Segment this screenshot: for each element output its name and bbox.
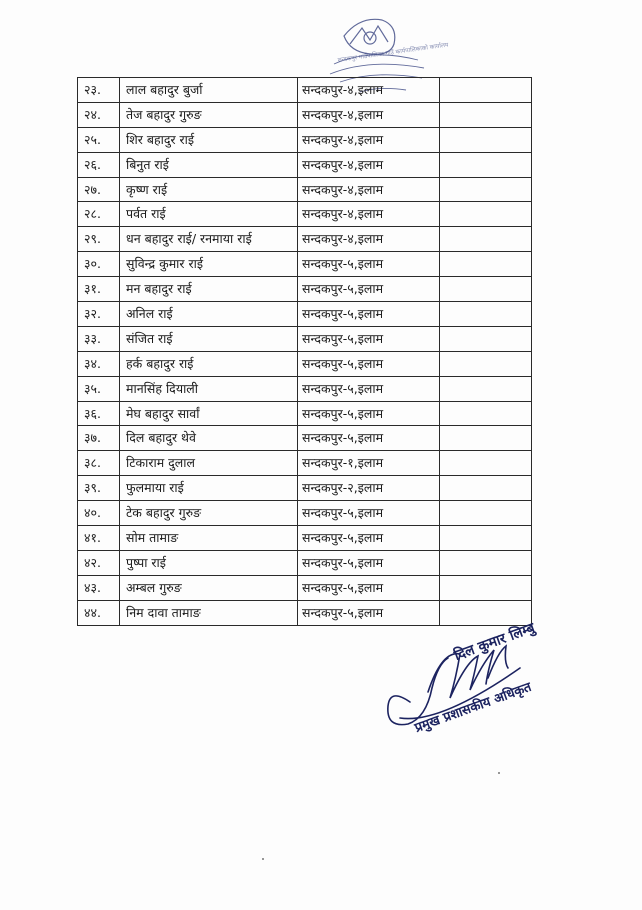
serial-number-cell: ३९. [78,476,120,501]
name-cell: मन बहादुर राई [120,277,298,302]
blank-cell [440,127,532,152]
address-cell: सन्दकपुर-४,इलाम [298,152,440,177]
table-row [78,227,532,252]
serial-number-cell: ३६. [78,401,120,426]
name-cell: पर्वत राई [120,202,298,227]
table-body [78,78,532,626]
serial-number-cell: २८. [78,202,120,227]
scan-speck [498,772,500,774]
blank-cell [440,102,532,127]
name-cell: सोम तामाङ [120,526,298,551]
blank-cell [440,202,532,227]
address-cell: सन्दकपुर-५,इलाम [298,252,440,277]
serial-number-cell: २३. [78,78,120,103]
blank-cell [440,600,532,625]
blank-cell [440,351,532,376]
table-row [78,252,532,277]
table-row [78,401,532,426]
address-cell: सन्दकपुर-५,इलाम [298,426,440,451]
address-cell: सन्दकपुर-२,इलाम [298,476,440,501]
blank-cell [440,177,532,202]
table-row [78,476,532,501]
blank-cell [440,302,532,327]
serial-number-cell: ३५. [78,376,120,401]
blank-cell [440,401,532,426]
serial-number-cell: ३३. [78,326,120,351]
blank-cell [440,78,532,103]
table-row [78,302,532,327]
table-row [78,451,532,476]
beneficiary-list-table [77,77,532,626]
table-row [78,102,532,127]
address-cell: सन्दकपुर-४,इलाम [298,202,440,227]
address-cell: सन्दकपुर-५,इलाम [298,277,440,302]
blank-cell [440,526,532,551]
blank-cell [440,501,532,526]
serial-number-cell: २४. [78,102,120,127]
name-cell: बिनुत राई [120,152,298,177]
table-row [78,351,532,376]
table-row [78,177,532,202]
name-cell: फुलमाया राई [120,476,298,501]
blank-cell [440,550,532,575]
address-cell: सन्दकपुर-४,इलाम [298,127,440,152]
blank-cell [440,476,532,501]
seal-text: सन्दकपुर गाउँपालिका गाउँ कार्यपालिकाको कार्यालय [337,41,449,64]
name-cell: संजित राई [120,326,298,351]
address-cell: सन्दकपुर-४,इलाम [298,227,440,252]
blank-cell [440,277,532,302]
address-cell: सन्दकपुर-५,इलाम [298,501,440,526]
name-cell: दिल बहादुर थेवे [120,426,298,451]
table-row [78,550,532,575]
table-row [78,78,532,103]
table-row [78,426,532,451]
blank-cell [440,451,532,476]
table-row [78,277,532,302]
name-cell: तेज बहादुर गुरुङ [120,102,298,127]
address-cell: सन्दकपुर-५,इलाम [298,351,440,376]
table-row [78,501,532,526]
serial-number-cell: ४३. [78,575,120,600]
blank-cell [440,426,532,451]
address-cell: सन्दकपुर-५,इलाम [298,526,440,551]
serial-number-cell: २६. [78,152,120,177]
name-cell: लाल बहादुर बुर्जा [120,78,298,103]
address-cell: सन्दकपुर-५,इलाम [298,600,440,625]
serial-number-cell: ३७. [78,426,120,451]
table-row [78,152,532,177]
address-cell: सन्दकपुर-५,इलाम [298,326,440,351]
address-cell: सन्दकपुर-४,इलाम [298,102,440,127]
address-cell: सन्दकपुर-५,इलाम [298,401,440,426]
address-cell: सन्दकपुर-१,इलाम [298,451,440,476]
name-cell: निम दावा तामाङ [120,600,298,625]
name-cell: हर्क बहादुर राई [120,351,298,376]
table-row [78,575,532,600]
serial-number-cell: ४४. [78,600,120,625]
serial-number-cell: ३४. [78,351,120,376]
serial-number-cell: ३१. [78,277,120,302]
name-cell: मेघ बहादुर सार्वां [120,401,298,426]
name-cell: टेक बहादुर गुरुङ [120,501,298,526]
blank-cell [440,326,532,351]
address-cell: सन्दकपुर-४,इलाम [298,78,440,103]
address-cell: सन्दकपुर-५,इलाम [298,376,440,401]
table-row [78,326,532,351]
name-cell: शिर बहादुर राई [120,127,298,152]
table-row [78,202,532,227]
name-cell: अम्बल गुरुङ [120,575,298,600]
table-row [78,127,532,152]
address-cell: सन्दकपुर-५,इलाम [298,550,440,575]
name-cell: टिकाराम दुलाल [120,451,298,476]
blank-cell [440,376,532,401]
serial-number-cell: ३२. [78,302,120,327]
blank-cell [440,152,532,177]
address-cell: सन्दकपुर-५,इलाम [298,302,440,327]
blank-cell [440,252,532,277]
name-cell: मानसिंह दियाली [120,376,298,401]
serial-number-cell: ४२. [78,550,120,575]
serial-number-cell: २५. [78,127,120,152]
name-cell: धन बहादुर राई/ रनमाया राई [120,227,298,252]
table-row [78,376,532,401]
name-cell: सुविन्द्र कुमार राई [120,252,298,277]
name-cell: पुष्पा राई [120,550,298,575]
serial-number-cell: २९. [78,227,120,252]
blank-cell [440,575,532,600]
address-cell: सन्दकपुर-४,इलाम [298,177,440,202]
name-cell: अनिल राई [120,302,298,327]
address-cell: सन्दकपुर-५,इलाम [298,575,440,600]
name-cell: कृष्ण राई [120,177,298,202]
signatory-name: दिल कुमार लिम्बु [452,620,538,665]
table-row [78,526,532,551]
serial-number-cell: ४१. [78,526,120,551]
serial-number-cell: ३०. [78,252,120,277]
scan-speck [262,858,264,860]
serial-number-cell: ३८. [78,451,120,476]
serial-number-cell: २७. [78,177,120,202]
signatory-title: प्रमुख प्रशासकीय अधिकृत [412,679,534,736]
blank-cell [440,227,532,252]
table-row [78,600,532,625]
serial-number-cell: ४०. [78,501,120,526]
